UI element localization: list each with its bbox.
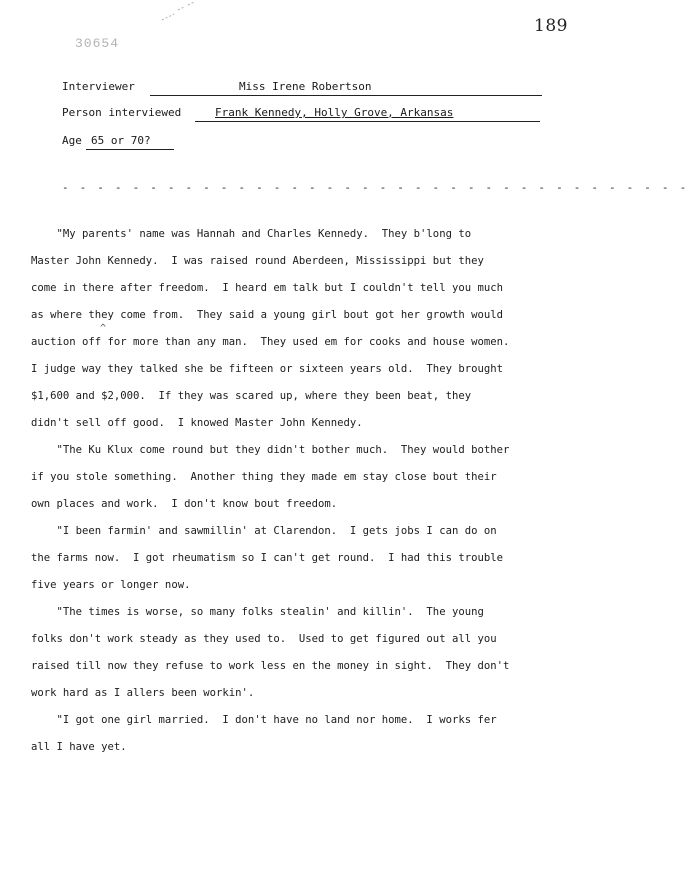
- interviewer-value: Miss Irene Robertson: [239, 80, 372, 93]
- text-line: raised till now they refuse to work less en the money in sight. They don't: [31, 660, 510, 672]
- text-line: five years or longer now.: [31, 579, 191, 591]
- person-label: Person interviewed: [62, 106, 182, 119]
- text-line: come in there after freedom. I heard em talk but I couldn't tell you much: [31, 282, 503, 294]
- age-value: 65 or 70?: [91, 134, 151, 147]
- age-field: [86, 134, 174, 150]
- text-line: "The times is worse, so many folks stealin' and killin'. The young: [31, 606, 484, 618]
- text-line: Master John Kennedy. I was raised round Aberdeen, Mississippi but they: [31, 255, 484, 267]
- text-line: folks don't work steady as they used to. Used to get figured out all you: [31, 633, 497, 645]
- text-line: own places and work. I don't know bout freedom.: [31, 498, 338, 510]
- interviewer-label: Interviewer: [62, 80, 135, 93]
- interviewer-field: [150, 80, 542, 96]
- person-row: [62, 106, 454, 119]
- person-field: [195, 106, 540, 122]
- archive-stamp: 30654: [75, 36, 120, 51]
- person-value: Frank Kennedy, Holly Grove, Arkansas: [215, 106, 454, 119]
- page-number: 189: [534, 16, 568, 36]
- age-row: [62, 134, 151, 147]
- text-line: work hard as I allers been workin'.: [31, 687, 255, 699]
- text-line: didn't sell off good. I knowed Master John Kennedy.: [31, 417, 363, 429]
- insertion-caret: ^: [100, 323, 107, 334]
- text-line: if you stole something. Another thing they made em stay close bout their: [31, 471, 497, 483]
- text-line: all I have yet.: [31, 741, 127, 753]
- text-line: "The Ku Klux come round but they didn't bother much. They would bother: [31, 444, 510, 456]
- section-divider: - - - - - - - - - - - - - - - - - - - - - - - - - - - - - - - - - - - -: [62, 181, 688, 194]
- text-line: "I been farmin' and sawmillin' at Clarendon. I gets jobs I can do on: [31, 525, 497, 537]
- text-line: "My parents' name was Hannah and Charles Kennedy. They b'long to: [31, 228, 472, 240]
- text-line: auction off for more than any man. They used em for cooks and house women.: [31, 336, 510, 348]
- text-line: the farms now. I got rheumatism so I can't get round. I had this trouble: [31, 552, 503, 564]
- age-label: Age: [62, 134, 82, 147]
- text-line: $1,600 and $2,000. If they was scared up, where they been beat, they: [31, 390, 472, 402]
- text-line: as where they come from. They said a young girl bout got her growth would: [31, 309, 503, 321]
- text-line: I judge way they talked she be fifteen or sixteen years old. They brought: [31, 363, 503, 375]
- text-line: "I got one girl married. I don't have no land nor home. I works fer: [31, 714, 497, 726]
- interviewer-row: [62, 80, 372, 93]
- pencil-mark: [160, 0, 200, 24]
